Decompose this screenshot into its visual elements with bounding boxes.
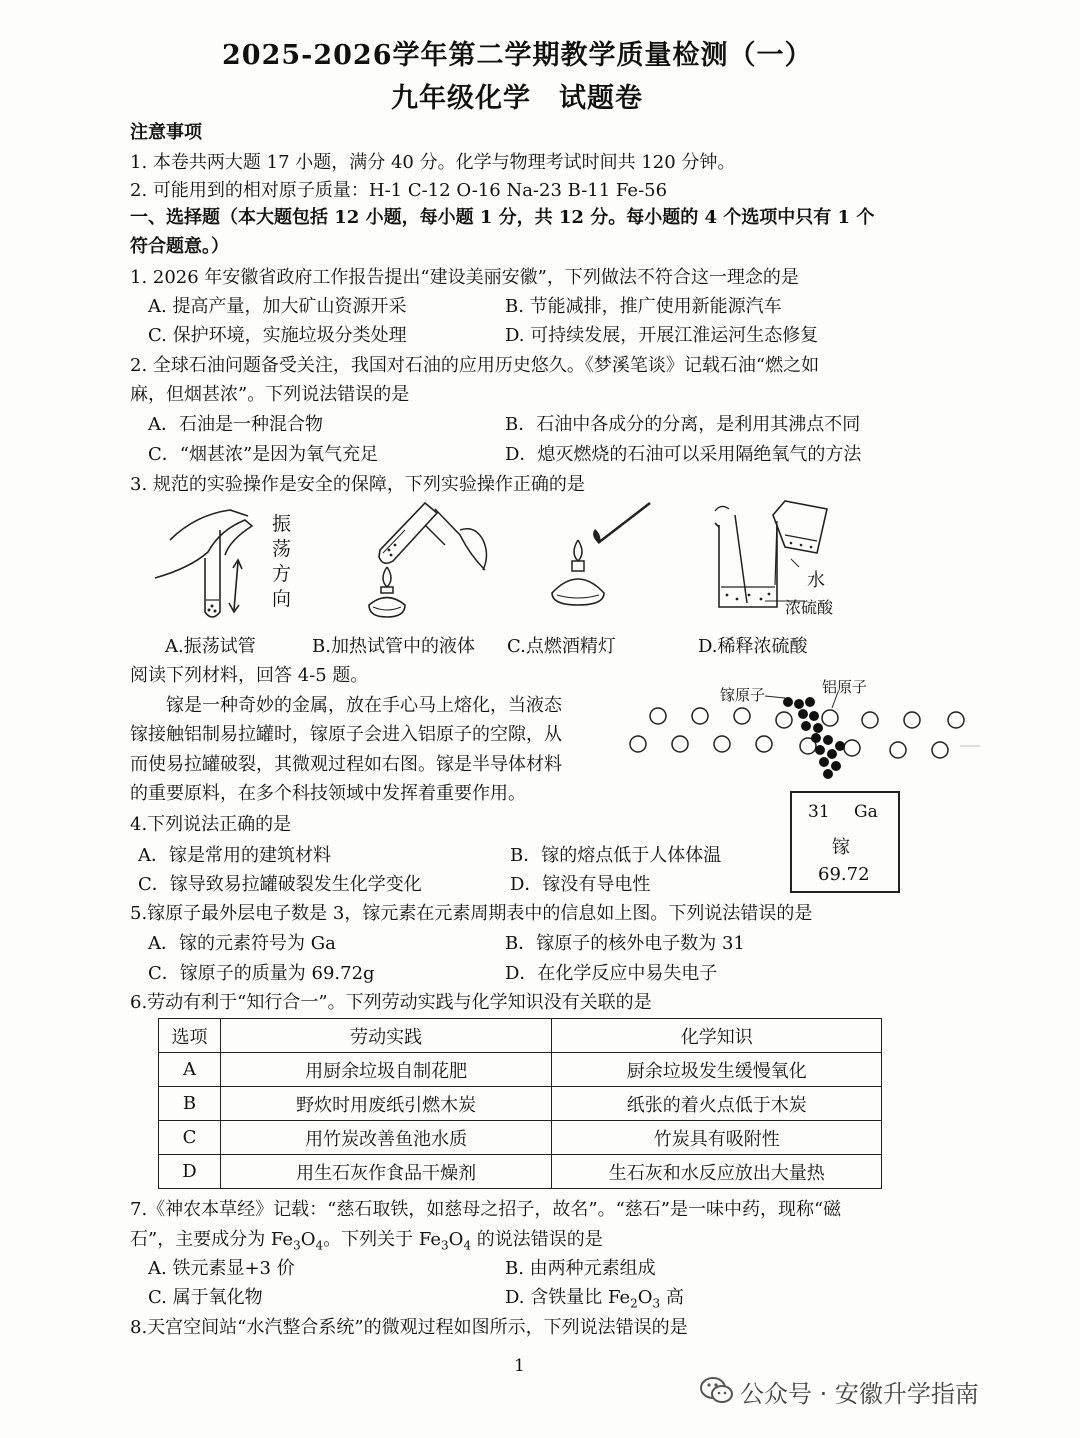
- q6-header-practice: 劳动实践: [220, 1019, 552, 1053]
- wechat-icon: [700, 1376, 734, 1404]
- q6-row-b-practice: 野炊时用废纸引燃木炭: [220, 1087, 552, 1121]
- q6-row-b-option: B: [159, 1087, 221, 1121]
- q6-row-c-practice: 用竹炭改善鱼池水质: [220, 1121, 552, 1155]
- q1-option-d: D. 可持续发展，开展江淮运河生态修复: [505, 325, 819, 346]
- q6-table: [158, 1018, 882, 1189]
- table-row: [159, 1053, 882, 1087]
- q6-stem: 6.劳动有利于“知行合一”。下列劳动实践与化学知识没有关联的是: [130, 992, 652, 1013]
- q3-option-d: D.稀释浓硫酸: [698, 636, 808, 657]
- table-row: [159, 1155, 882, 1189]
- label-aluminium-atom: 铝原子: [822, 678, 868, 696]
- element-symbol: Ga: [854, 802, 878, 822]
- q4-option-b: B．镓的熔点低于人体体温: [510, 845, 722, 866]
- q7-stem2-post: 。下列关于 Fe: [323, 1229, 442, 1250]
- section1-line1: 一、选择题（本大题包括 12 小题，每小题 1 分，共 12 分。每小题的 4 个选项中只有 1 个: [130, 207, 875, 228]
- q4-option-c: C．镓导致易拉罐破裂发生化学变化: [138, 874, 422, 895]
- reading-intro: 阅读下列材料，回答 4-5 题。: [130, 665, 369, 686]
- table-row: [159, 1087, 882, 1121]
- q3-stem: 3. 规范的实验操作是安全的保障，下列实验操作正确的是: [130, 474, 585, 495]
- q7-stem-line2: 石”，主要成分为 $Fe_3O_4$。下列关于 $Fe_3O_4$ 的说法错误的是: [130, 1229, 603, 1253]
- q6-header-option: 选项: [159, 1019, 221, 1053]
- q5-option-d: D．在化学反应中易失电子: [505, 963, 718, 984]
- q6-row-b-knowledge: 纸张的着火点低于木炭: [552, 1087, 882, 1121]
- q3-option-a: A.振荡试管: [165, 636, 256, 657]
- q7-option-b: B. 由两种元素组成: [505, 1258, 656, 1279]
- q7-stem-line1: 7.《神农本草经》记载：“慈石取铁，如慈母之招子，故名”。“慈石”是一味中药，现称“磁: [130, 1199, 842, 1220]
- q1-stem: 1. 2026 年安徽省政府工作报告提出“建设美丽安徽”，下列做法不符合这一理念的是: [130, 267, 799, 288]
- reading-line-1: 镓是一种奇妙的金属，放在手心马上熔化，当液态: [166, 695, 562, 716]
- q5-option-c: C．镓原子的质量为 69.72g: [148, 963, 375, 984]
- label-conc-sulfuric-acid: 浓硫酸: [785, 598, 834, 617]
- reading-line-2: 镓接触铝制易拉罐时，镓原子会进入铝原子的空隙，从: [130, 724, 562, 745]
- q8-stem: 8.天宫空间站“水汽整合系统”的微观过程如图所示，下列说法错误的是: [130, 1317, 688, 1338]
- q5-option-a: A．镓的元素符号为 Ga: [148, 933, 336, 954]
- q2-option-b: B．石油中各成分的分离，是利用其沸点不同: [505, 414, 861, 435]
- shake-char-3: 方: [272, 563, 292, 585]
- q7-stem2-end: 的说法错误的是: [471, 1229, 603, 1250]
- q6-row-d-knowledge: 生石灰和水反应放出大量热: [552, 1155, 882, 1189]
- figure-ga-al-atoms: [620, 690, 980, 790]
- element-atomic-mass: 69.72: [818, 864, 870, 885]
- q1-option-a: A. 提高产量，加大矿山资源开采: [148, 296, 407, 317]
- q2-option-a: A．石油是一种混合物: [148, 414, 323, 435]
- note-2: 2. 可能用到的相对原子质量：H-1 C-12 O-16 Na-23 B-11 Fe-56: [130, 180, 668, 201]
- page-number: 1: [514, 1356, 525, 1376]
- note-1: 1. 本卷共两大题 17 小题，满分 40 分。化学与物理考试时间共 120 分钟。: [130, 152, 736, 173]
- element-card-gallium: [790, 791, 900, 893]
- q2-stem-line2: 麻，但烟甚浓”。下列说法错误的是: [130, 384, 410, 405]
- figure-heat-test-tube: [365, 495, 505, 625]
- shake-char-1: 振: [272, 513, 292, 535]
- notes-heading: 注意事项: [130, 122, 202, 143]
- q6-row-a-knowledge: 厨余垃圾发生缓慢氧化: [552, 1053, 882, 1087]
- q6-row-c-option: C: [159, 1121, 221, 1155]
- q7-option-d: D. 含铁量比 $Fe_2O_3$ 高: [505, 1287, 684, 1311]
- q7-option-c: C. 属于氧化物: [148, 1287, 263, 1308]
- q6-row-d-practice: 用生石灰作食品干燥剂: [220, 1155, 552, 1189]
- table-row: [159, 1121, 882, 1155]
- q2-option-c: C．“烟甚浓”是因为氧气充足: [148, 444, 379, 465]
- q2-option-d: D．熄灭燃烧的石油可以采用隔绝氧气的方法: [505, 444, 862, 465]
- shake-char-4: 向: [272, 588, 292, 610]
- reading-line-4: 的重要原料，在多个科技领域中发挥着重要作用。: [130, 783, 526, 804]
- q6-row-d-option: D: [159, 1155, 221, 1189]
- label-gallium-atom: 镓原子: [720, 686, 766, 704]
- q5-stem: 5.镓原子最外层电子数是 3，镓元素在元素周期表中的信息如上图。下列说法错误的是: [130, 903, 813, 924]
- element-atomic-number: 31: [808, 802, 830, 822]
- q6-table-header: [159, 1019, 882, 1053]
- q7-option-d-end: 高: [660, 1287, 684, 1308]
- exam-title: 2025-2026学年第二学期教学质量检测（一）: [222, 40, 813, 71]
- q1-option-b: B. 节能减排，推广使用新能源汽车: [505, 296, 782, 317]
- q6-row-a-option: A: [159, 1053, 221, 1087]
- q6-row-a-practice: 用厨余垃圾自制花肥: [220, 1053, 552, 1087]
- q7-option-d-pre: D. 含铁量比 Fe: [505, 1287, 631, 1308]
- q6-header-knowledge: 化学知识: [552, 1019, 882, 1053]
- q3-option-b: B.加热试管中的液体: [312, 636, 475, 657]
- figure-light-alcohol-lamp: [540, 495, 670, 615]
- exam-subtitle: 九年级化学 试题卷: [391, 83, 643, 114]
- q7-option-a: A. 铁元素显+3 价: [148, 1258, 295, 1279]
- shake-char-2: 荡: [272, 538, 292, 560]
- q6-row-c-knowledge: 竹炭具有吸附性: [552, 1121, 882, 1155]
- label-water: 水: [807, 570, 825, 591]
- q4-stem: 4.下列说法正确的是: [130, 814, 292, 835]
- q4-option-d: D．镓没有导电性: [510, 874, 651, 895]
- q4-option-a: A．镓是常用的建筑材料: [138, 845, 331, 866]
- watermark-text: 公众号 · 安徽升学指南: [740, 1380, 979, 1408]
- q7-stem2-pre: 石”，主要成分为 Fe: [130, 1229, 294, 1250]
- q1-option-c: C. 保护环境，实施垃圾分类处理: [148, 325, 407, 346]
- element-name: 镓: [832, 837, 850, 858]
- reading-line-3: 而使易拉罐破裂，其微观过程如右图。镓是半导体材料: [130, 754, 562, 775]
- q3-option-c: C.点燃酒精灯: [507, 636, 616, 657]
- q2-stem-line1: 2. 全球石油问题备受关注，我国对石油的应用历史悠久。《梦溪笔谈》记载石油“燃之如: [130, 355, 820, 376]
- q5-option-b: B．镓原子的核外电子数为 31: [505, 933, 745, 954]
- section1-line2: 符合题意。）: [130, 236, 229, 257]
